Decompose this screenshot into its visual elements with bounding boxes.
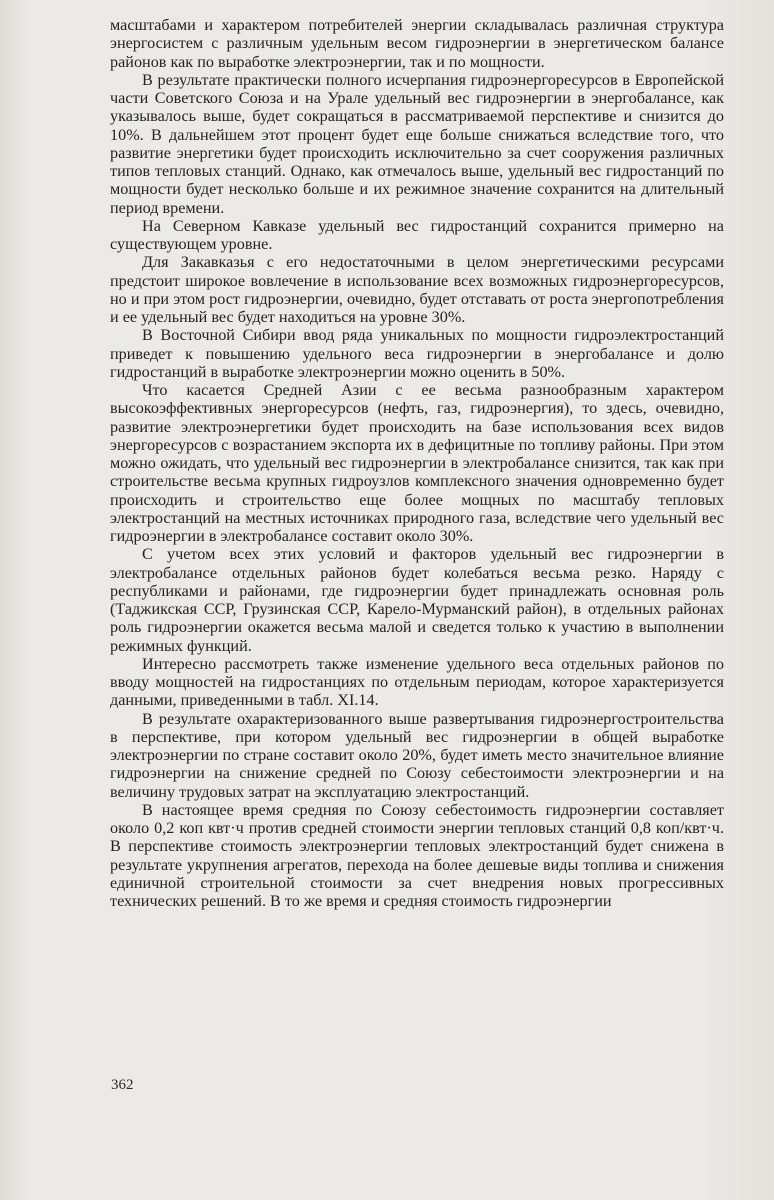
paragraph-7: С учетом всех этих условий и факторов удельный вес гидроэнергии в электробалансе отдельных районов будет колебаться весьма резко. Наряду с республиками и районами, где гидроэнергии будет принадлежать основная роль (Таджикская ССР, Грузинская ССР, Карело-Мурманский район), в отдельных районах роль гидроэнергии окажется весьма малой и сведется только к участию в выполнении режимных функций.: [110, 545, 724, 655]
paragraph-4: Для Закавказья с его недостаточными в целом энергетическими ресурсами предстоит широкое вовлечение в использование всех возможных гидроэнергоресурсов, но и при этом рост гидроэнергии, очевидно, будет отставать от роста энергопотребления и ее удельный вес будет находиться на уровне 30%.: [110, 253, 724, 326]
paragraph-10: В настоящее время средняя по Союзу себестоимость гидроэнергии составляет около 0,2 коп квт·ч против средней стоимости энергии тепловых станций 0,8 коп/квт·ч. В перспективе стоимость электроэнергии тепловых электростанций будет снижена в результате укрупнения агрегатов, перехода на более дешевые виды топлива и снижения единичной строительной стоимости за счет внедрения новых прогрессивных технических решений. В то же время и средняя стоимость гидроэнергии: [110, 800, 724, 910]
paragraph-8: Интересно рассмотреть также изменение удельного веса отдельных районов по вводу мощностей на гидростанциях по отдельным периодам, которое характеризуется данными, приведенными в табл. XI.14.: [110, 654, 724, 710]
paragraph-1: масштабами и характером потребителей энергии складывалась различная структура энергосистем с различным удельным весом гидроэнергии в энергетическом балансе районов как по выработке электроэнергии, так и по мощности.: [110, 16, 724, 71]
paragraph-3: На Северном Кавказе удельный вес гидростанций сохранится примерно на существующем уровне.: [110, 216, 724, 253]
body-text: [110, 16, 724, 910]
paragraph-9: В результате охарактеризованного выше развертывания гидроэнергостроительства в перспективе, при котором удельный вес гидроэнергии в общей выработке электроэнергии по стране составит около 20%, будет иметь место значительное влияние гидроэнергии на снижение средней по Союзу себестоимости электроэнергии и на величину трудовых затрат на эксплуатацию электростанций.: [110, 709, 724, 801]
paragraph-5: В Восточной Сибири ввод ряда уникальных по мощности гидроэлектростанций приведет к повышению удельного веса гидроэнергии в энергобалансе и долю гидростанций в выработке электроэнергии можно оценить в 50%.: [110, 326, 724, 381]
paragraph-2: В результате практически полного исчерпания гидроэнергоресурсов в Европейской части Советского Союза и на Урале удельный вес гидроэнергии в энергобалансе, как указывалось выше, будет сокращаться в рассматриваемой перспективе и снизится до 10%. В дальнейшем этот процент будет еще больше снижаться вследствие того, что развитие энергетики будет происходить исключительно за счет сооружения различных типов тепловых станций. Однако, как отмечалось выше, удельный вес гидростанций по мощности будет несколько больше и их режимное значение сохранится на длительный период времени.: [110, 70, 724, 217]
page-number: 362: [111, 1077, 134, 1093]
paragraph-6: Что касается Средней Азии с ее весьма разнообразным характером высокоэффективных энергоресурсов (нефть, газ, гидроэнергия), то здесь, очевидно, развитие электроэнергетики будет происходить на базе использования всех видов энергоресурсов с возрастанием экспорта их в дефицитные по топливу районы. При этом можно ожидать, что удельный вес гидроэнергии в электробалансе снизится, так как при строительстве весьма крупных гидроузлов комплексного значения одновременно будет происходить и строительство еще более мощных по масштабу тепловых электростанций на местных источниках природного газа, вследствие чего удельный вес гидроэнергии в электробалансе составит около 30%.: [110, 381, 724, 545]
